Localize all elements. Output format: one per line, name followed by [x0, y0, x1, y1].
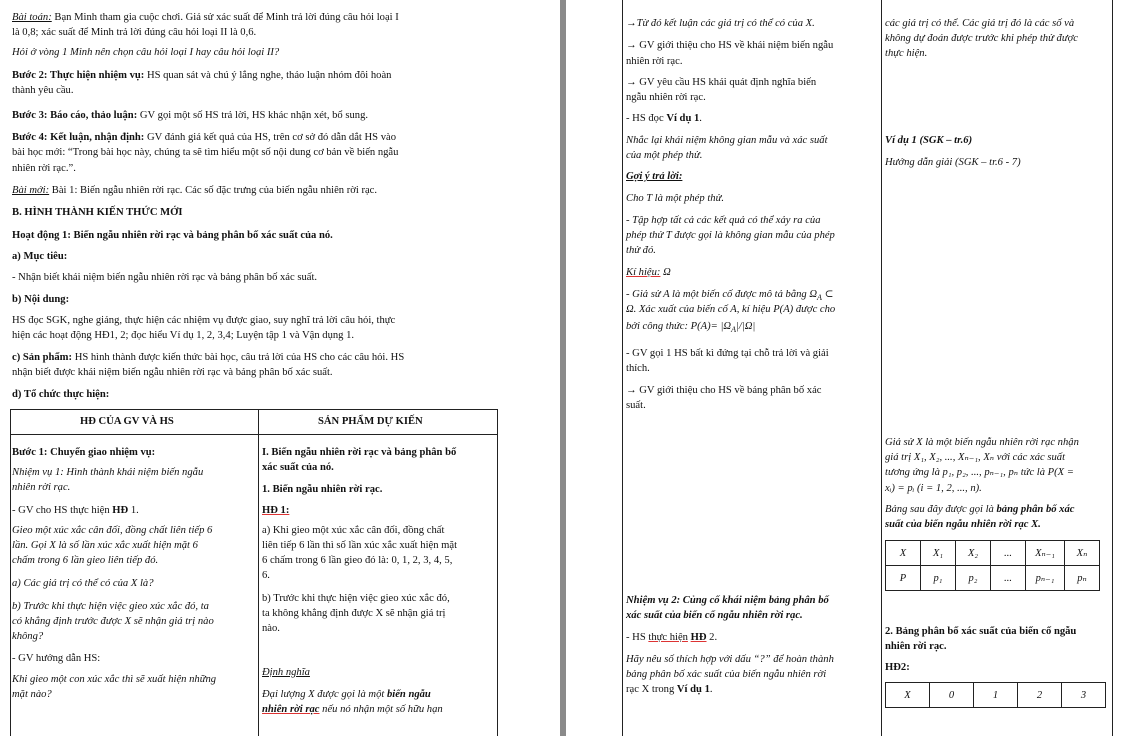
text-run: HS quan sát và chú ý lắng nghe, thảo luận nhóm đôi hoàn [144, 70, 392, 81]
table-cell-line [12, 446, 155, 459]
text-run: nhiên rời rạc [262, 704, 320, 715]
table-cell-line [626, 170, 682, 183]
grid-cell: X₁ [920, 540, 956, 566]
text-run: 1. [128, 505, 139, 516]
grid-cell: Xₙ [1064, 540, 1100, 566]
text-line [12, 162, 76, 175]
table-cell-line [626, 134, 828, 147]
text-run: Hãy nêu số thích hợp với dấu “?” để hoàn thành [626, 654, 834, 665]
table-cell-line [885, 451, 1065, 464]
text-run: Gợi ý trả lời: [626, 171, 683, 182]
table-cell-line [885, 625, 1076, 638]
distribution-row-p [885, 566, 1100, 591]
text-run: HS hình thành được kiến thức bài học, câu trả lời của HS cho các câu hỏi. HS [72, 352, 405, 363]
text-run: không? [12, 631, 44, 642]
text-run: Khi gieo một con xúc xắc thì sẽ xuất hiện những [12, 674, 217, 685]
text-run: bài học mới: “Trong bài học này, chúng ta sẽ tìm hiểu một số nội dung cơ bản về biến ngẫu [12, 147, 399, 158]
text-run: 2. [706, 632, 718, 643]
table-cell-line [12, 481, 70, 494]
text-run: HĐ [690, 632, 707, 643]
text-run: - Giả sử A là một biến cố được mô tả bằng Ω [626, 289, 818, 300]
table-cell-line [12, 504, 139, 517]
text-run: suất của biến ngẫu nhiên rời rạc X. [885, 519, 1041, 530]
grid-cell: X [885, 540, 921, 566]
table-cell-line [262, 666, 310, 679]
text-run: lần. Gọi X là số lần xúc xắc xuất hiện mặt 6 [12, 540, 198, 551]
text-run: Nhắc lại khái niệm không gian mẫu và xác suất [626, 135, 828, 146]
text-run: nào. [262, 623, 280, 634]
text-line [12, 131, 396, 144]
text-run: Bạn Minh tham gia cuộc chơi. Giả sử xác suất để Minh trả lời đúng câu hỏi loại I [51, 12, 399, 23]
text-line [12, 184, 377, 197]
table-cell-line [885, 661, 910, 674]
text-run: - Tập hợp tất cả các kết quả có thể xảy ra của [626, 215, 821, 226]
text-run: GV đánh giá kết quả của HS, trên cơ sở đó dẫn dắt HS vào [144, 132, 396, 143]
text-run: ta không khẳng định được X sẽ nhận giá trị [262, 608, 446, 619]
table-cell-line [12, 466, 203, 479]
grid-cell: ... [990, 565, 1026, 591]
text-line [12, 329, 354, 342]
table-cell-line [262, 622, 280, 635]
text-run: của một phép thử. [626, 150, 703, 161]
table-cell-line [12, 554, 158, 567]
grid-cell: pₙ [1064, 565, 1100, 591]
text-run: xác suất của biến cố ngẫu nhiên rời rạc. [626, 610, 803, 621]
text-line [12, 351, 404, 364]
text-run: Ví dụ 1 [676, 684, 710, 695]
text-run: bảng phân bố xác suất của biến ngẫu nhiên rời [626, 669, 827, 680]
grid-cell: p₂ [955, 565, 991, 591]
table-cell-line [626, 17, 815, 30]
table-cell-line [885, 134, 972, 147]
text-run: b) Nội dung: [12, 294, 70, 305]
grid-cell: Xₙ₋₁ [1025, 540, 1065, 566]
text-line [12, 271, 317, 284]
table-cell-line [626, 384, 821, 397]
grid-cell: 3 [1061, 682, 1106, 708]
text-run: nhiên rời rạc.”. [12, 163, 76, 174]
table-cell-line [626, 631, 717, 644]
text-run: Ví dụ 1 [666, 113, 700, 124]
text-run: - Nhận biết khái niệm biến ngẫu nhiên rời rạc và bảng phân bố xác suất. [12, 272, 318, 283]
text-run: Ví dụ 1 (SGK – tr.6) [885, 135, 973, 146]
text-run: 6 chấm trong 6 lần gieo đó là: 0, 1, 2, 3, 4, 5, [262, 555, 453, 566]
text-line [12, 26, 256, 39]
text-run: B. HÌNH THÀNH KIẾN THỨC MỚI [12, 207, 183, 218]
text-run: b) Trước khi thực hiện việc gieo xúc xắc đó, ta [12, 601, 209, 612]
table-cell-line [12, 652, 100, 665]
grid-cell: 1 [973, 682, 1018, 708]
text-run: ⊂ [821, 289, 834, 300]
text-run: suất. [626, 400, 646, 411]
text-run: 6. [262, 570, 270, 581]
table-cell-line [626, 668, 826, 681]
table-cell-line [262, 446, 456, 459]
text-line [12, 11, 399, 24]
text-run: xᵢ) = pᵢ (i = 1, 2, ..., n). [885, 483, 982, 494]
table-cell-line [626, 347, 829, 360]
text-run: Nhiệm vụ 1: Hình thành khái niệm biến ngẫu [12, 467, 204, 478]
table-cell-line [12, 600, 209, 613]
text-run: Bài toán: [12, 12, 52, 23]
table-cell-line [885, 32, 1078, 45]
text-run: HĐ2: [885, 662, 910, 673]
grid-cell: ... [990, 540, 1026, 566]
text-run: 2. Bảng phân bố xác suất của biến cố ngẫu [885, 626, 1077, 637]
text-run: Bài mới: [12, 185, 50, 196]
text-run: Hỏi ở vòng 1 Minh nên chọn câu hỏi loại I hay câu hỏi loại II? [12, 47, 280, 58]
text-run: chấm trong 6 lần gieo liên tiếp đó. [12, 555, 159, 566]
text-run: Kí hiệu: [626, 267, 661, 278]
table-cell-line [626, 288, 833, 304]
text-run: nếu nó nhận một số hữu hạn [319, 704, 443, 715]
text-run: HS đọc SGK, nghe giảng, thực hiện các nhiệm vụ được giao, suy nghĩ trả lời câu hỏi, thực [12, 315, 396, 326]
text-run: A [731, 325, 736, 335]
grid-cell: pₙ₋₁ [1025, 565, 1065, 591]
table-cell-line [626, 244, 656, 257]
table-cell-line [885, 156, 1021, 169]
text-run: c) Sản phẩm: [12, 352, 73, 363]
table-cell-line [12, 688, 52, 701]
text-run: Gieo một xúc xắc cân đối, đồng chất liên tiếp 6 [12, 525, 213, 536]
text-run: nhiên rời rạc. [12, 482, 71, 493]
table-cell-line [12, 539, 198, 552]
text-run: I. Biến ngẫu nhiên rời rạc và bảng phân bố [262, 447, 457, 458]
text-run: |/|Ω| [735, 321, 756, 332]
text-run: - GV cho HS thực hiện [12, 505, 113, 516]
table-cell-line [885, 466, 1074, 479]
text-run: Đại lượng X được gọi là một [262, 689, 387, 700]
text-run: rạc X trong [626, 684, 677, 695]
text-line [12, 109, 368, 122]
text-run: nhiên rời rạc. [626, 56, 683, 67]
table-cell-line [262, 554, 452, 567]
grid-cell: P [885, 565, 921, 591]
grid-cell: X [885, 682, 930, 708]
table-cell-line [885, 640, 946, 653]
text-run: a) Khi gieo một xúc xắc cân đối, đồng chất [262, 525, 445, 536]
text-run: thử đó. [626, 245, 656, 256]
text-run: Định nghĩa [262, 667, 310, 678]
text-line [12, 250, 67, 263]
text-run: Nhiệm vụ 2: Củng cố khái niệm bảng phân bố [626, 595, 829, 606]
text-run: HĐ 1: [262, 505, 290, 516]
table-cell-line [626, 192, 724, 205]
text-run: phép thử T được gọi là không gian mẫu của phép [626, 230, 835, 241]
text-run: có khẳng định trước được X sẽ nhận giá trị nào [12, 616, 214, 627]
text-run: - HS đọc [626, 113, 667, 124]
text-run: bởi công thức: P(A)= [626, 321, 721, 332]
table-cell-line [885, 482, 982, 495]
table-cell-line [885, 518, 1041, 531]
text-run: hiện các hoạt động HĐ1, 2; đọc hiểu Ví dụ 1, 2, 3,4; Luyện tập 1 và Vận dụng 1. [12, 330, 355, 341]
table-cell-line [262, 461, 334, 474]
text-run: → GV yêu cầu HS khái quát định nghĩa biến [626, 77, 817, 88]
table-header-gv: HĐ CỦA GV VÀ HS [80, 416, 174, 427]
text-run: biến ngẫu [386, 689, 431, 700]
grid-cell: 2 [1017, 682, 1062, 708]
table-cell-line [626, 229, 835, 242]
text-run: GV gọi một số HS trả lời, HS khác nhận xét, bổ sung. [137, 110, 369, 121]
text-run: a) Mục tiêu: [12, 251, 68, 262]
text-run: Ω [660, 267, 671, 278]
text-run: thực hiện [648, 632, 688, 643]
table-cell-line [262, 592, 450, 605]
table-header-sp: SẢN PHẨM DỰ KIẾN [318, 416, 423, 427]
table-cell-line [626, 149, 702, 162]
text-run: bảng phân bố xác [996, 504, 1075, 515]
text-run: HĐ [112, 505, 129, 516]
text-run: giá trị X₁, X₂, ..., Xₙ₋₁, Xₙ với các xác suất [885, 452, 1066, 463]
text-run: d) Tổ chức thực hiện: [12, 389, 110, 400]
text-run: Giả sử X là một biến ngẫu nhiên rời rạc nhận [885, 437, 1079, 448]
text-run: Hoạt động 1: Biến ngẫu nhiên rời rạc và bảng phân bố xác suất của nó. [12, 230, 333, 241]
table-cell-line [626, 683, 713, 696]
text-run: nhiên rời rạc. [885, 641, 947, 652]
text-run: Bước 2: Thực hiện nhiệm vụ: [12, 70, 145, 81]
table-cell-line [626, 55, 683, 68]
table-cell-line [885, 503, 1074, 516]
text-run: - HS [626, 632, 649, 643]
table-cell-line [12, 630, 43, 643]
table-cell-line [626, 362, 650, 375]
table-cell-line [626, 653, 834, 666]
grid-cell: p₁ [920, 565, 956, 591]
table-cell-line [12, 577, 154, 590]
text-run: 1. Biến ngẫu nhiên rời rạc. [262, 484, 383, 495]
text-run: Ω. Xác xuất của biến cố A, kí hiệu P(A) được cho [626, 304, 836, 315]
text-run: tương ứng là p₁, p₂, ..., pₙ₋₁, pₙ tức là P(X = [885, 467, 1074, 478]
text-run: A [817, 293, 822, 303]
text-line [12, 293, 69, 306]
table-cell-line [626, 112, 702, 125]
grid-cell: 0 [929, 682, 974, 708]
text-run: nhận biết được khái niệm biến ngẫu nhiên rời rạc và bảng phân bố xác suất. [12, 367, 333, 378]
text-run: liên tiếp 6 lần thì số lần xúc xắc xuất hiện mặt [262, 540, 458, 551]
text-run: Bước 4: Kết luận, nhận định: [12, 132, 145, 143]
distribution-row-x [885, 541, 1100, 566]
text-line [12, 46, 279, 59]
table-cell-line [626, 609, 803, 622]
table-cell-line [262, 688, 431, 701]
table-cell-line [262, 524, 444, 537]
table-cell-line [626, 320, 755, 336]
text-run: thực hiện. [885, 48, 928, 59]
table-cell-line [626, 76, 816, 89]
section-heading [12, 206, 183, 219]
table-cell-line [262, 703, 443, 716]
text-line [12, 69, 391, 82]
text-run: a) Các giá trị có thể có của X là? [12, 578, 154, 589]
text-run: → GV giới thiệu cho HS về bảng phân bố xác [626, 385, 822, 396]
text-run: Bước 3: Báo cáo, thảo luận: [12, 110, 138, 121]
text-run: |Ω [720, 321, 732, 332]
text-run: thành yêu cầu. [12, 85, 74, 96]
text-run: Bài 1: Biến ngẫu nhiên rời rạc. Các số đặc trưng của biến ngẫu nhiên rời rạc. [49, 185, 378, 196]
table-cell-line [626, 303, 835, 316]
text-run: →Từ đó kết luận các giá trị có thể có của X. [626, 18, 815, 29]
text-line [12, 388, 109, 401]
text-run: Cho T là một phép thử. [626, 193, 724, 204]
hd2-row-x [885, 683, 1106, 708]
text-run: các giá trị có thể. Các giá trị đó là các số và [885, 18, 1075, 29]
table-cell-line [626, 214, 821, 227]
table-cell-line [626, 594, 829, 607]
text-line [12, 146, 398, 159]
document-page-left [0, 0, 560, 736]
text-run: b) Trước khi thực hiện việc gieo xúc xắc đó, [262, 593, 450, 604]
text-line [12, 314, 395, 327]
text-run: . [709, 684, 713, 695]
text-run: là 0,8; xác suất để Minh trả lời đúng câu hỏi loại II là 0,6. [12, 27, 257, 38]
table-cell-line [262, 483, 382, 496]
table-cell-line [12, 524, 212, 537]
grid-cell: X₂ [955, 540, 991, 566]
table-cell-line [12, 673, 216, 686]
text-line [12, 84, 73, 97]
text-run: Bước 1: Chuyển giao nhiệm vụ: [12, 447, 156, 458]
text-run: . [699, 113, 702, 124]
text-run: không dự đoán được trước khi phép thử được [885, 33, 1078, 44]
table-cell-line [626, 39, 833, 52]
text-run: - GV hướng dẫn HS: [12, 653, 101, 664]
table-cell-line [885, 436, 1079, 449]
activity-heading [12, 229, 333, 242]
table-cell-line [626, 266, 671, 279]
table-cell-line [885, 47, 927, 60]
document-page-right [566, 0, 1127, 736]
text-run: xác suất của nó. [262, 462, 334, 473]
table-cell-line [262, 504, 289, 517]
table-cell-line [262, 607, 445, 620]
table-cell-line [262, 539, 457, 552]
text-run: Hướng dẫn giải (SGK – tr.6 - 7) [885, 157, 1021, 168]
text-run: Bảng sau đây được gọi là [885, 504, 997, 515]
text-run: mặt nào? [12, 689, 52, 700]
table-cell-line [12, 615, 214, 628]
text-line [12, 366, 333, 379]
table-cell-line [626, 399, 646, 412]
text-run: → GV giới thiệu cho HS về khái niệm biến ngẫu [626, 40, 834, 51]
table-cell-line [626, 91, 706, 104]
table-cell-line [885, 17, 1074, 30]
text-run: - GV gọi 1 HS bất kì đứng tại chỗ trả lời và giải [626, 348, 829, 359]
table-cell-line [262, 569, 270, 582]
text-run: ngẫu nhiên rời rạc. [626, 92, 706, 103]
text-run: thích. [626, 363, 650, 374]
